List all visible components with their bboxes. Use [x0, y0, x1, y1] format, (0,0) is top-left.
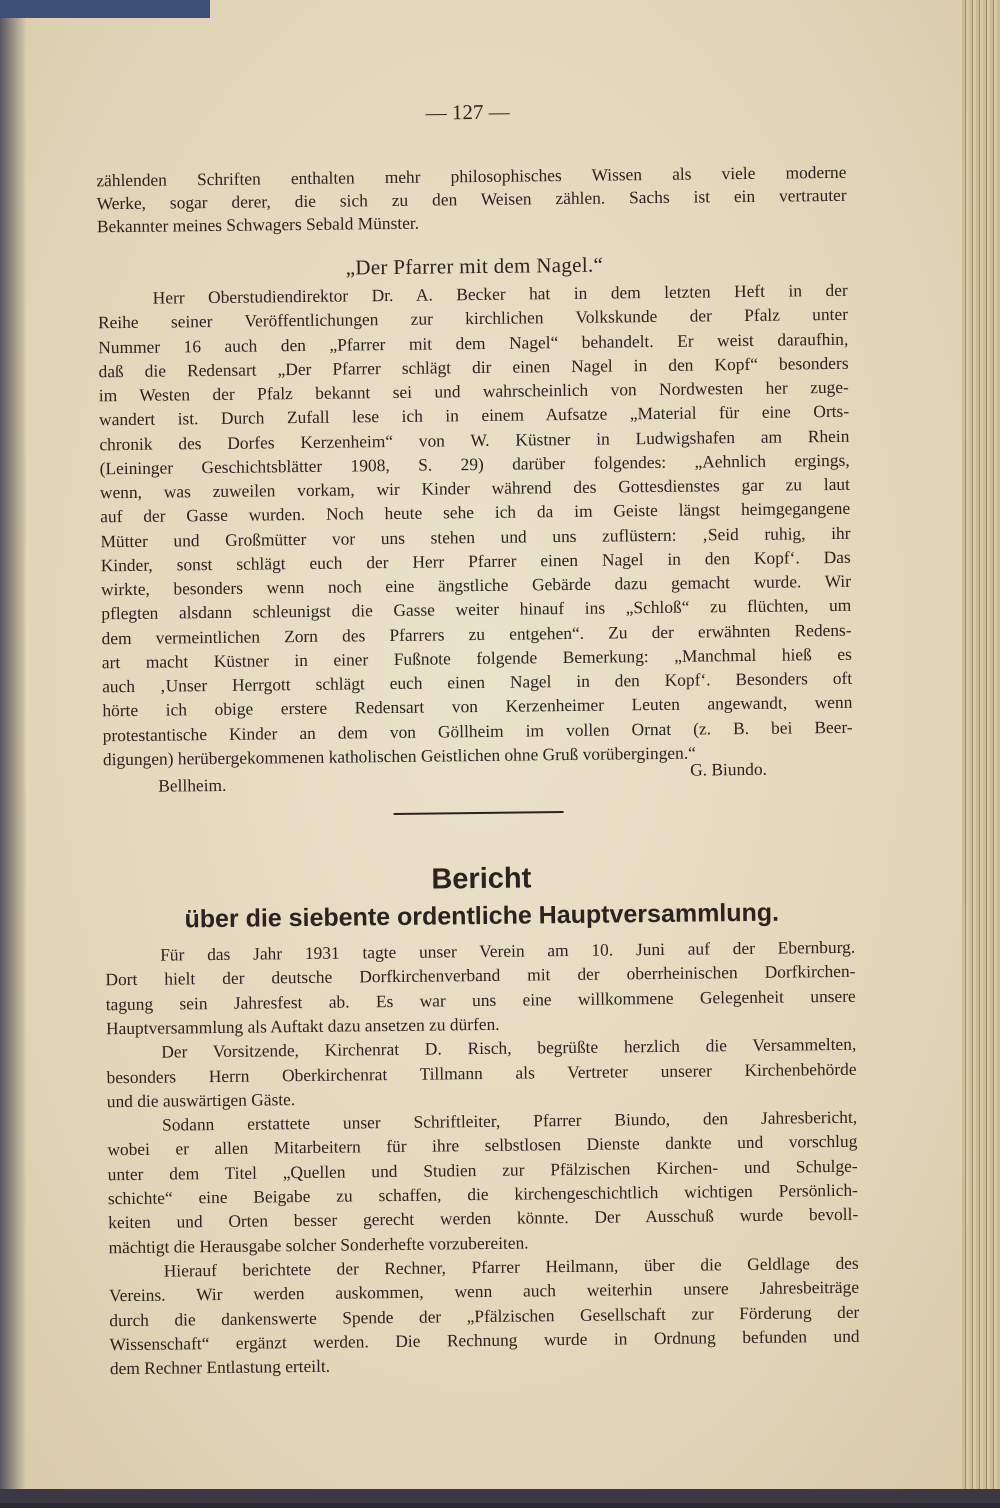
text-line: wobei er allen Mitarbeitern für ihre selbstlosen Dienste dankte und vorschlug [107, 1131, 858, 1160]
text-line: Nummer 16 auch den „Pfarrer mit dem Nagel“ behandelt. Er weist daraufhin, [98, 328, 849, 357]
text-line: Dort hielt der deutsche Dorfkirchenverband mit der oberrheinischen Dorfkirchen- [105, 961, 856, 990]
text-line: besonders Herrn Oberkirchenrat Tillmann als Vertreter unserer Kirchenbehörde [106, 1058, 857, 1087]
section-title: „Der Pfarrer mit dem Nagel.“ [345, 252, 604, 280]
text-line: daß die Redensart „Der Pfarrer schlägt dir einen Nagel in den Kopf“ besonders [98, 352, 849, 382]
text-line: art macht Küstner in einer Fußnote folgende Bemerkung: „Manchmal hieß es [101, 643, 852, 673]
text-line: (Leininger Geschichtsblätter 1908, S. 29) darüber folgendes: „Aehnlich ergings, [99, 449, 850, 479]
page-number: — 127 — [425, 99, 510, 125]
text-line: auf der Gasse wurden. Noch heute sehe ich da im Geiste längst heimgegangene [100, 498, 851, 527]
text-line: schichte“ eine Beigabe zu schaffen, die kirchengeschichtlich wichtigen Persönlich- [107, 1179, 859, 1209]
text-line: Bekannter meines Schwagers Sebald Münster. [96, 213, 420, 237]
text-line: Der Vorsitzende, Kirchenrat D. Risch, begrüßte herzlich die Versammelten, [161, 1033, 857, 1062]
text-line: Sodann erstattete unser Schriftleiter, Pfarrer Biundo, den Jahresbericht, [162, 1106, 858, 1135]
text-line: dem Rechner Entlastung erteilt. [109, 1355, 331, 1379]
text-line: auch ‚Unser Herrgott schlägt euch einen Nagel in den Kopf‘. Besonders oft [102, 667, 853, 697]
text-line: Werke, sogar derer, die sich zu den Weisen zählen. Sachs ist ein vertrauter [96, 184, 847, 214]
text-line: pflegten alsdann schleunigst die Gasse weiter hinauf ins „Schloß“ zu flüchten, um [101, 595, 852, 624]
text-line: und die auswärtigen Gäste. [106, 1088, 296, 1112]
text-line: zählenden Schriften enthalten mehr philosophisches Wissen als viele moderne [96, 161, 847, 191]
text-line: digungen) herübergekommenen katholischen Geistlichen ohne Gruß vorübergingen.“ [102, 742, 696, 770]
text-line: tagung sein Jahresfest ab. Es war uns eine willkommene Gelegenheit unsere [105, 985, 856, 1014]
text-line: keiten und Orten besser gerecht werden könnte. Der Ausschuß wurde bevoll- [108, 1204, 859, 1233]
text-line: Vereins. Wir werden auskommen, wenn auch weiterhin unsere Jahresbeiträge [108, 1276, 860, 1306]
report-subtitle: über die siebente ordentliche Hauptversammlung. [184, 898, 780, 934]
text-line: Mütter und Großmütter vor uns stehen und uns zuflüstern: ‚Seid ruhig, ihr [100, 522, 851, 551]
text-line: unter dem Titel „Quellen und Studien zur Pfälzischen Kirchen- und Schulge- [107, 1155, 858, 1184]
text-line: wirkte, besonders wenn noch eine ängstliche Gebärde dazu gemacht wurde. Wir [100, 570, 852, 600]
text-line: im Westen der Pfalz bekannt sei und wahrscheinlich von Nordwesten her zuge- [98, 376, 849, 406]
text-line: dem vermeintlichen Zorn des Pfarrers zu entgehen“. Zu der erwähnten Redens- [101, 619, 852, 648]
author: G. Biundo. [690, 758, 768, 780]
place: Bellheim. [158, 774, 227, 796]
text-line: Herr Oberstudiendirektor Dr. A. Becker hat in dem letzten Heft in der [152, 279, 848, 308]
text-line: hörte ich obige erstere Redensart von Kerzenheimer Leuten angewandt, wenn [102, 692, 853, 721]
text-line: wandert ist. Durch Zufall lese ich in einem Aufsatze „Material für eine Orts- [98, 401, 850, 430]
text-line: Hierauf berichtete der Rechner, Pfarrer Heilmann, über die Geldlage des [163, 1252, 859, 1281]
text-line: chronik des Dorfes Kerzenheim“ von W. Küstner in Ludwigshafen am Rhein [99, 425, 850, 454]
text-line: Kinder, sonst schlägt euch der Herr Pfarrer einen Nagel in den Kopf‘. Das [100, 546, 851, 576]
text-line: mächtigt die Herausgabe solcher Sonderhefte vorzubereiten. [108, 1232, 529, 1257]
text-line: Für das Jahr 1931 tagte unser Verein am 10. Juni auf der Ebernburg. [160, 936, 856, 965]
text-line: protestantische Kinder an dem von Göllheim im vollen Ornat (z. B. bei Beer- [102, 716, 853, 745]
report-title: Bericht [431, 862, 532, 896]
text-line: wenn, was zuweilen vorkam, wir Kinder während des Gottesdienstes gar zu laut [99, 473, 851, 503]
text-line: Hauptversammlung als Auftakt dazu ansetzen zu dürfen. [105, 1013, 500, 1039]
text-line: Reihe seiner Veröffentlichungen zur kirchlichen Volkskunde der Pfalz unter [97, 304, 849, 333]
text-line: Wissenschaft“ ergänzt werden. Die Rechnung wurde in Ordnung befunden und [109, 1325, 860, 1355]
section-divider [394, 811, 564, 815]
text-line: durch die dankenswerte Spende der „Pfälzischen Gesellschaft zur Förderung der [109, 1301, 860, 1330]
